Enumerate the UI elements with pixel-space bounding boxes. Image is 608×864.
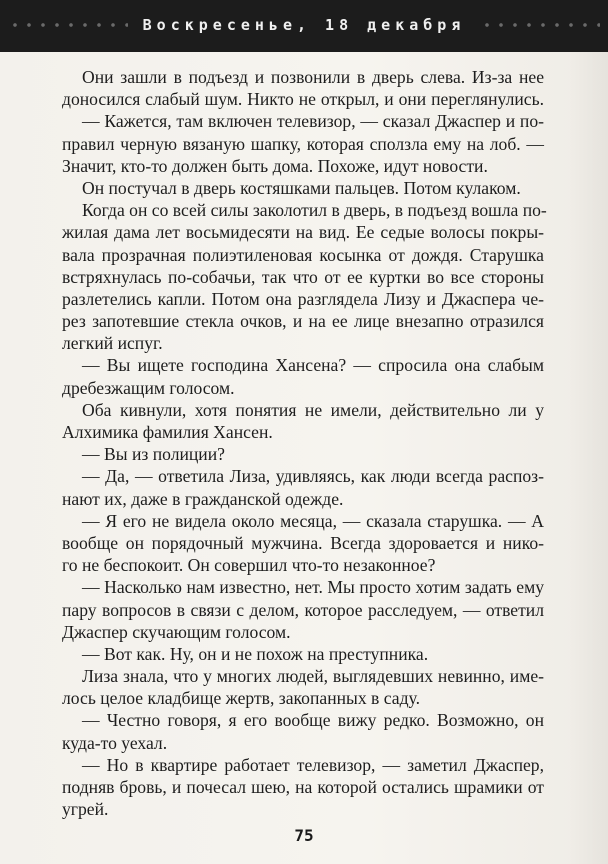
text-line: подняв бровь, и почесал шею, на которой остались шрамики от — [62, 777, 544, 797]
text-line: куда-то уехал. — [62, 732, 168, 753]
text-line: — Честно говоря, я его вообще вижу редко. Возможно, он — [82, 710, 544, 731]
page-number: 75 — [294, 826, 314, 845]
text-line: — Кажется, там включен телевизор, — сказал Джаспер и по- — [82, 111, 544, 132]
running-header — [0, 0, 608, 52]
text-line: жилая дама лет восьмидесяти на вид. Ее седые волосы покры- — [62, 222, 544, 243]
text-line: — Вот как. Ну, он и не похож на преступника. — [82, 643, 429, 664]
gutter-shadow — [568, 52, 608, 864]
body-text — [62, 66, 547, 820]
text-line: разлетелись капли. Потом она разглядела Лизу и Джаспера че- — [62, 288, 544, 309]
text-line: — Да, — ответила Лиза, удивляясь, как люди всегда распоз- — [82, 466, 544, 487]
text-line: нают их, даже в гражданской одежде. — [62, 488, 344, 509]
text-line: Алхимика фамилия Хансен. — [62, 422, 273, 442]
text-line: Они зашли в подъезд и позвонили в дверь слева. Из-за нее — [82, 67, 544, 87]
text-line: легкий испуг. — [62, 333, 163, 354]
text-line: — Но в квартире работает телевизор, — заметил Джаспер, — [82, 754, 544, 775]
text-line: — Насколько нам известно, нет. Мы просто хотим задать ему — [82, 577, 544, 598]
text-line: Лиза знала, что у многих людей, выглядевших невинно, име- — [82, 666, 544, 687]
text-line: — Вы из полиции? — [82, 444, 225, 465]
text-line: вала прозрачная полиэтиленовая косынка от дождя. Старушка — [62, 244, 544, 265]
text-line: — Вы ищете господина Хансена? — спросила она слабым — [82, 355, 544, 376]
text-line: Оба кивнули, хотя понятия не имели, действительно ли у — [82, 399, 544, 420]
text-line: Когда он со всей силы заколотил в дверь, в подъезд вошла по- — [82, 200, 547, 221]
text-line: правил черную вязаную шапку, которая сползла ему на лоб. — — [62, 133, 544, 154]
text-line: лось целое кладбище жертв, закопанных в саду. — [62, 688, 420, 709]
text-line: угрей. — [62, 799, 109, 820]
text-line: го не беспокоит. Он совершил что-то незаконное? — [62, 555, 436, 576]
text-line: вообще он порядочный мужчина. Всегда здоровается и нико- — [62, 532, 544, 553]
text-line: доносился слабый шум. Никто не открыл, и они переглянулись. — [62, 89, 544, 110]
header-title: Воскресенье, 18 декабря — [142, 16, 466, 34]
text-line: Он постучал в дверь костяшками пальцев. Потом кулаком. — [82, 177, 521, 198]
text-line: рез запотевшие стекла очков, и на ее лице внезапно отразился — [62, 311, 544, 332]
text-line: встряхнулась по-собачьи, так что от ее куртки во все стороны — [62, 266, 544, 287]
text-line: Джаспер скучающим голосом. — [62, 621, 291, 642]
text-line: дребезжащим голосом. — [62, 377, 235, 398]
text-line: Значит, кто-то должен быть дома. Похоже, идут новости. — [62, 155, 488, 176]
text-line: — Я его не видела около месяца, — сказала старушка. — А — [82, 510, 544, 531]
text-line: пару вопросов в связи с делом, которое расследуем, — ответил — [62, 599, 544, 620]
